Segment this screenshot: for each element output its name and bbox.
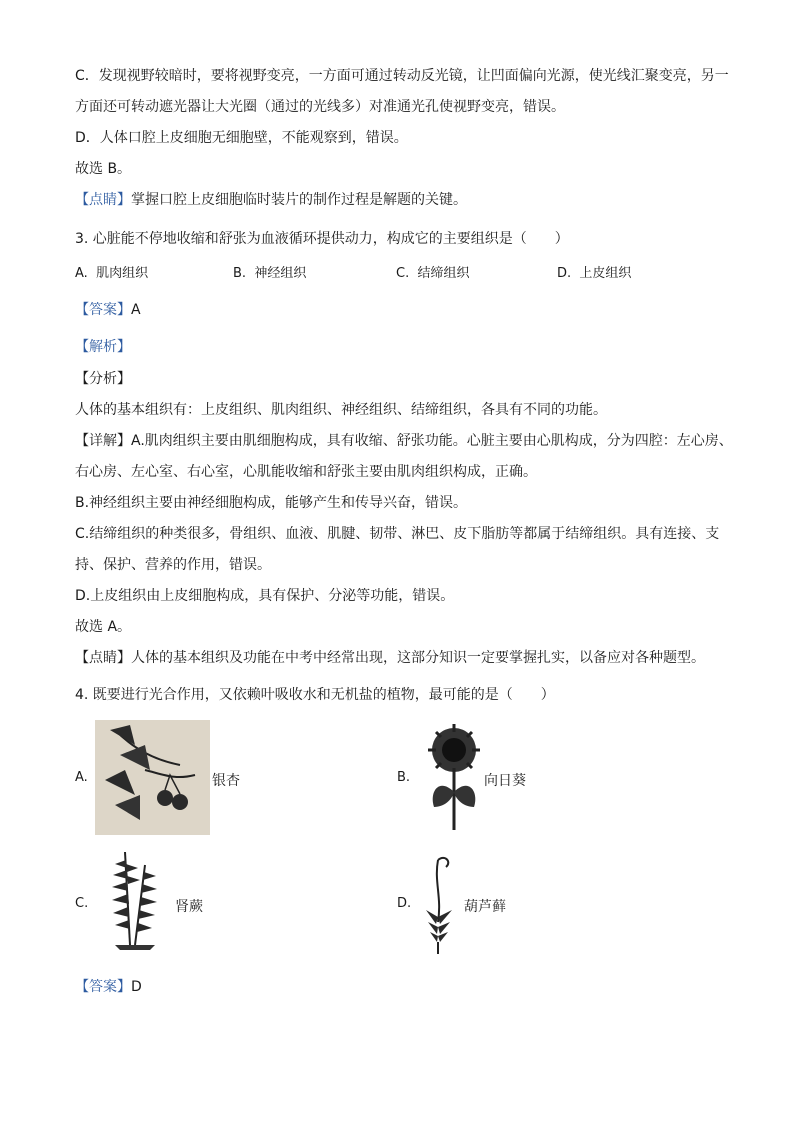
analysis-d-line: D．人体口腔上皮细胞无细胞壁，不能观察到，错误。 [75,130,408,146]
q4-option-a-letter: A. [75,770,88,785]
choose-a: 故选 A。 [75,619,132,635]
sunflower-icon [424,722,484,832]
moss-caption: 葫芦藓 [464,899,506,915]
dianjing-tag: 【点睛】 [75,192,131,208]
dianjing-text: 人体的基本组织及功能在中考中经常出现，这部分知识一定要掌握扎实，以备应对各种题型。 [131,650,705,666]
xiangjie-line2: 右心房、左心室、右心室，心肌能收缩和舒张主要由肌肉组织构成，正确。 [75,464,537,480]
answer-value: D [131,979,142,995]
option-text: 肌肉组织 [96,266,149,281]
dianjing-text: 掌握口腔上皮细胞临时装片的制作过程是解题的关键。 [131,192,467,208]
option-text: 上皮组织 [579,266,632,281]
xiangjie-text: A.肌肉组织主要由肌细胞构成，具有收缩、舒张功能。心脏主要由心肌构成，分为四腔：左心房、 [131,433,733,449]
q4-option-d-letter: D. [397,896,412,911]
analysis-c-line1: C．发现视野较暗时，要将视野变亮，一方面可通过转动反光镜，让凹面偏向光源，使光线汇聚变亮，另一 [75,68,729,84]
answer-tag: 【答案】 [75,979,131,995]
q4-option-c-letter: C. [75,896,89,911]
option-letter: A. [75,266,88,281]
option-letter: B. [233,266,247,281]
dianjing-1 [75,190,467,210]
option-letter: C. [396,266,410,281]
question-3: 3. 心脏能不停地收缩和舒张为血液循环提供动力，构成它的主要组织是（ ） [75,231,569,247]
question-4: 4. 既要进行光合作用，又依赖叶吸收水和无机盐的植物，最可能的是（ ） [75,687,555,703]
q3-option-c [396,264,470,284]
q3-option-b [233,264,306,284]
fenxi-text: 人体的基本组织有：上皮组织、肌肉组织、神经组织、结缔组织，各具有不同的功能。 [75,402,607,418]
answer-4 [75,977,142,997]
fenxi-tag: 【分析】 [75,371,131,387]
jiexi-tag: 【解析】 [75,339,131,355]
analysis-c-line2: 方面还可转动遮光器让大光圈（通过的光线多）对准通光孔使视野变亮，错误。 [75,99,565,115]
analysis-c-tissue-line2: 持、保护、营养的作用，错误。 [75,557,271,573]
sunflower-caption: 向日葵 [484,773,526,789]
xiangjie-line1 [75,431,733,451]
moss-icon [420,852,460,957]
analysis-b: B.神经组织主要由神经细胞构成，能够产生和传导兴奋，错误。 [75,495,468,511]
option-letter: D. [557,266,572,281]
analysis-c-tissue-line1: C.结缔组织的种类很多，骨组织、血液、肌腱、韧带、淋巴、皮下脂肪等都属于结缔组织。具有连接、支 [75,526,720,542]
dianjing-tag: 【点睛】 [75,650,131,666]
answer-3 [75,300,141,320]
xiangjie-tag: 【详解】 [75,433,131,449]
q3-option-d [557,264,631,284]
option-text: 结缔组织 [417,266,470,281]
ginkgo-caption: 银杏 [212,773,240,789]
dianjing-2 [75,648,705,668]
choose-b: 故选 B。 [75,161,132,177]
q4-option-b-letter: B. [397,770,411,785]
analysis-d-tissue: D.上皮组织由上皮细胞构成，具有保护、分泌等功能，错误。 [75,588,455,604]
answer-tag: 【答案】 [75,302,131,318]
fern-caption: 肾蕨 [175,899,203,915]
fern-icon [100,850,170,955]
answer-value: A [131,302,141,318]
option-text: 神经组织 [254,266,307,281]
q3-option-a [75,264,148,284]
ginkgo-icon [95,720,210,835]
